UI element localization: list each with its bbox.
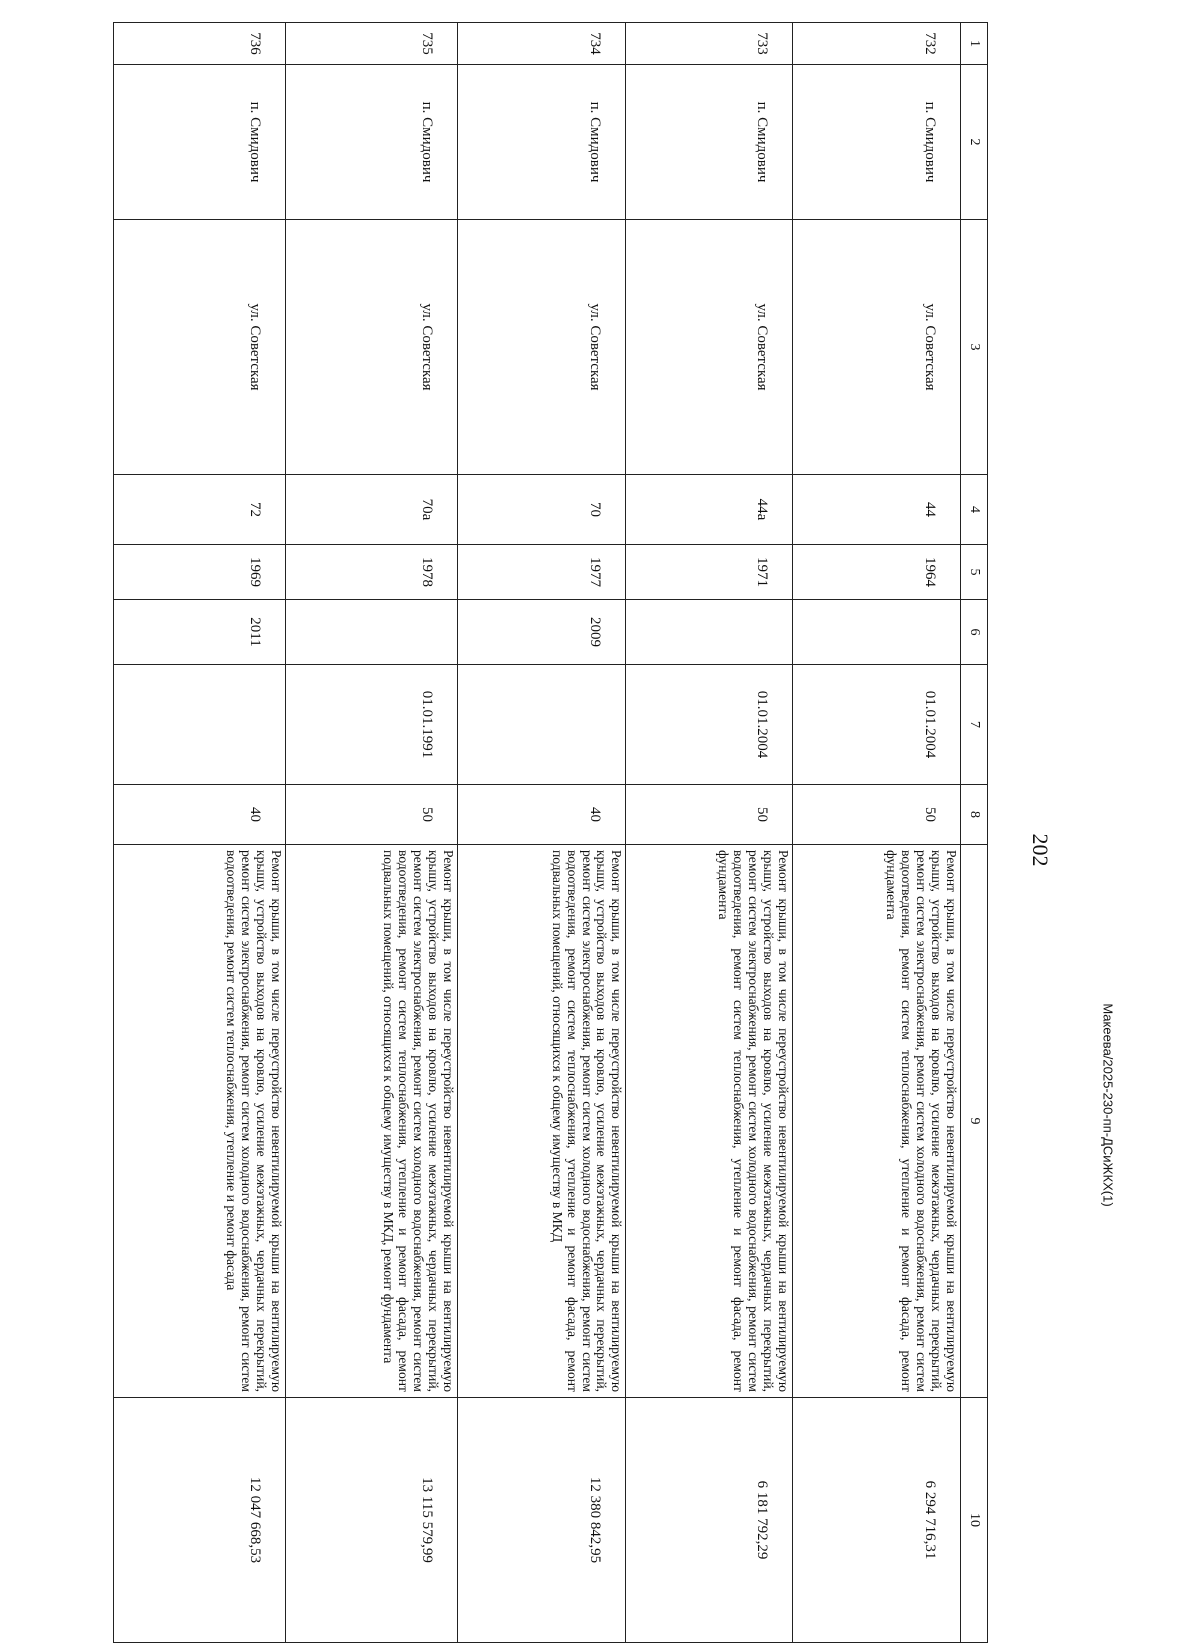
row-id: 736	[114, 23, 286, 65]
page-number: 202	[1028, 833, 1053, 867]
cost-cell: 12 047 668,53	[114, 1398, 286, 1643]
column-number-row	[961, 23, 988, 1643]
house-number-cell: 70	[457, 475, 626, 545]
street-cell: ул. Советская	[793, 220, 961, 475]
row-id: 734	[457, 23, 626, 65]
col6-cell: 2011	[114, 600, 286, 665]
year-built-cell: 1971	[626, 545, 793, 600]
cost-cell: 6 294 716,31	[793, 1398, 961, 1643]
col6-cell	[793, 600, 961, 665]
works-description-cell: Ремонт крыши, в том числе переустройство невентилируемой крыши на вентилируемую крышу, устройство выходов на кровлю, усиление межэтажных, чердачных перекрытий, ремонт систем электроснабжения, ремонт систем холодного водоснабжения, ремонт систем водоотведения, ремонт систем теплоснабжения, утепление и ремонт фасада	[114, 845, 286, 1398]
works-description-cell: Ремонт крыши, в том числе переустройство невентилируемой крыши на вентилируемую крышу, устройство выходов на кровлю, усиление межэтажных, чердачных перекрытий, ремонт систем электроснабжения, ремонт систем холодного водоснабжения, ремонт систем водоотведения, ремонт систем теплоснабжения, утепление и ремонт фасада, ремонт фундамента	[793, 845, 961, 1398]
street-cell: ул. Советская	[114, 220, 286, 475]
house-number-cell: 72	[114, 475, 286, 545]
table-row	[114, 23, 286, 1643]
year-built-cell: 1978	[285, 545, 457, 600]
header-col-10: 10	[961, 1398, 988, 1643]
col7-date-cell	[114, 665, 286, 785]
header-col-3: 3	[961, 220, 988, 475]
col8-cell: 40	[114, 785, 286, 845]
house-number-cell: 44а	[626, 475, 793, 545]
works-description-cell: Ремонт крыши, в том числе переустройство невентилируемой крыши на вентилируемую крышу, устройство выходов на кровлю, усиление межэтажных, чердачных перекрытий, ремонт систем электроснабжения, ремонт систем холодного водоснабжения, ремонт систем водоотведения, ремонт систем теплоснабжения, утепление и ремонт фасада, ремонт подвальных помещений, относящихся к общему имуществу в МКД, ремонт фундамента	[285, 845, 457, 1398]
col6-cell	[626, 600, 793, 665]
cost-cell: 13 115 579,99	[285, 1398, 457, 1643]
year-built-cell: 1977	[457, 545, 626, 600]
col7-date-cell: 01.01.2004	[793, 665, 961, 785]
cost-cell: 6 181 792,29	[626, 1398, 793, 1643]
table-row	[285, 23, 457, 1643]
header-col-5: 5	[961, 545, 988, 600]
street-cell: ул. Советская	[626, 220, 793, 475]
col8-cell: 40	[457, 785, 626, 845]
table-row	[793, 23, 961, 1643]
cost-cell: 12 380 842,95	[457, 1398, 626, 1643]
street-cell: ул. Советская	[457, 220, 626, 475]
col8-cell: 50	[793, 785, 961, 845]
settlement-cell: п. Смидович	[457, 65, 626, 220]
row-id: 735	[285, 23, 457, 65]
document-table-frame	[113, 22, 988, 1642]
header-col-2: 2	[961, 65, 988, 220]
header-col-1: 1	[961, 23, 988, 65]
col8-cell: 50	[285, 785, 457, 845]
housing-repair-table	[113, 22, 988, 1643]
settlement-cell: п. Смидович	[626, 65, 793, 220]
works-description-cell: Ремонт крыши, в том числе переустройство невентилируемой крыши на вентилируемую крышу, устройство выходов на кровлю, усиление межэтажных, чердачных перекрытий, ремонт систем электроснабжения, ремонт систем холодного водоснабжения, ремонт систем водоотведения, ремонт систем теплоснабжения, утепление и ремонт фасада, ремонт фундамента	[626, 845, 793, 1398]
works-description-cell: Ремонт крыши, в том числе переустройство невентилируемой крыши на вентилируемую крышу, устройство выходов на кровлю, усиление межэтажных, чердачных перекрытий, ремонт систем электроснабжения, ремонт систем холодного водоснабжения, ремонт систем водоотведения, ремонт систем теплоснабжения, утепление и ремонт фасада, ремонт подвальных помещений, относящихся к общему имуществу в МКД	[457, 845, 626, 1398]
table-row	[626, 23, 793, 1643]
header-col-6: 6	[961, 600, 988, 665]
col7-date-cell: 01.01.1991	[285, 665, 457, 785]
header-col-9: 9	[961, 845, 988, 1398]
header-col-8: 8	[961, 785, 988, 845]
col6-cell	[285, 600, 457, 665]
street-cell: ул. Советская	[285, 220, 457, 475]
row-id: 733	[626, 23, 793, 65]
col6-cell: 2009	[457, 600, 626, 665]
col8-cell: 50	[626, 785, 793, 845]
year-built-cell: 1969	[114, 545, 286, 600]
settlement-cell: п. Смидович	[114, 65, 286, 220]
document-footer: Макеева/2025-230-пп-ДСиЖКХ(1)	[1100, 1003, 1116, 1207]
row-id: 732	[793, 23, 961, 65]
house-number-cell: 44	[793, 475, 961, 545]
header-col-4: 4	[961, 475, 988, 545]
header-col-7: 7	[961, 665, 988, 785]
year-built-cell: 1964	[793, 545, 961, 600]
settlement-cell: п. Смидович	[793, 65, 961, 220]
table-row	[457, 23, 626, 1643]
settlement-cell: п. Смидович	[285, 65, 457, 220]
col7-date-cell	[457, 665, 626, 785]
col7-date-cell: 01.01.2004	[626, 665, 793, 785]
house-number-cell: 70а	[285, 475, 457, 545]
